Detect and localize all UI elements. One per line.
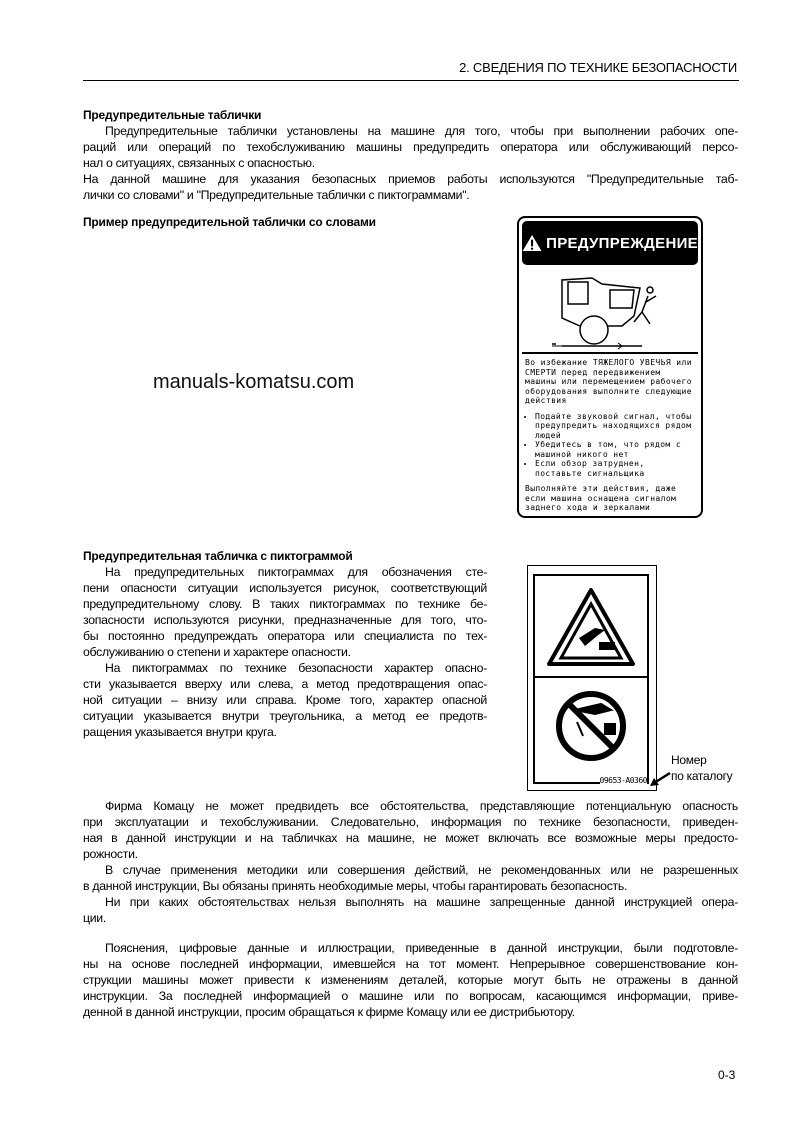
label-bullet: • Убедитесь в том, что рядом с машиной никого нет: [535, 440, 695, 459]
text-line: В случае применения методики или совершения действий, не рекомендованных или не разрешенных: [105, 863, 738, 877]
callout-arrow-icon: [648, 770, 672, 788]
label-bullet: • Подайте звуковой сигнал, чтобы предупредить находящихся рядом людей: [535, 412, 695, 441]
hazard-triangle-icon: [535, 576, 647, 676]
catalog-number: 09653-A0360: [599, 776, 647, 785]
text-line: ная в данной инструкции и на табличках на машине, не может включать все возможные меры предосто-: [83, 831, 738, 845]
text-line: На предупредительных пиктограммах для обозначения сте-: [105, 565, 487, 579]
section-heading: Предупредительная табличка с пиктограммой: [83, 549, 353, 563]
text-line: ции.: [83, 911, 106, 925]
machine-reversing-icon: [522, 268, 698, 352]
text-line: в данной инструкции, Вы обязаны принять необходимые меры, чтобы гарантировать безопасность.: [83, 879, 628, 893]
text-line: при эксплуатации и техобслуживании. Следовательно, информация по технике безопасности, приведен-: [83, 815, 738, 829]
text-line: струкции машины может привести к изменениям деталей, которые могут быть не отражены в данной: [83, 973, 738, 987]
text-line: денной в данной инструкции, просим обращаться к фирме Комацу или ее дистрибьютору.: [83, 1005, 575, 1019]
running-header: 2. СВЕДЕНИЯ ПО ТЕХНИКЕ БЕЗОПАСНОСТИ: [459, 60, 737, 75]
text-line: обслуживанию о степени и характере опасности.: [83, 645, 351, 659]
callout-text: по каталогу: [671, 769, 733, 783]
label-header: [522, 221, 698, 265]
pictogram-label-illustration: [527, 565, 657, 791]
text-line: сти указывается вверху или слева, а метод предотвращения опас-: [83, 677, 487, 691]
section-warning-labels: [83, 107, 738, 203]
section-pictogram-label: [83, 548, 487, 740]
machine-pictogram: [522, 268, 698, 354]
label-bullet: • Если обзор затруднен, поставьте сигнальщика: [535, 459, 695, 478]
section-word-label: [83, 214, 376, 230]
watermark: manuals-komatsu.com: [153, 371, 355, 393]
text-line: инструкции. За последней информацией о машине или по вопросам, касающимся информации, приве-: [83, 989, 738, 1003]
text-line: раций или операций по техобслуживанию машины предупредить оператора или обслуживающий персо-: [83, 140, 738, 154]
callout-text: Номер: [671, 753, 707, 767]
prohibition-circle-icon: [535, 680, 647, 780]
catalog-callout: [671, 752, 732, 784]
page-number: 0-3: [718, 1068, 736, 1082]
text-line: ной ситуации – внизу или справа. Кроме того, характер опасной: [83, 693, 487, 707]
pictogram-divider: [535, 676, 647, 678]
text-line: ситуации указывается внутри треугольника, а метод ее предотв-: [83, 709, 487, 723]
label-title: ПРЕДУПРЕЖДЕНИЕ: [546, 234, 698, 252]
warning-triangle-icon: [522, 230, 542, 256]
text-line: бы постоянно предупреждать оператора или специалиста по тех-: [83, 629, 487, 643]
warning-label-illustration: [517, 216, 703, 518]
label-bullets: [525, 412, 695, 479]
text-line: На данной машине для указания безопасных приемов работы используются "Предупредительные таб-: [83, 172, 738, 186]
text-line: Фирма Комацу не может предвидеть все обстоятельства, представляющие потенциальную опасность: [105, 799, 738, 813]
text-line: Пояснения, цифровые данные и иллюстрации, приведенные в данной инструкции, были подготовле-: [105, 941, 738, 955]
text-line: пени опасности ситуации используется рисунок, соответствующий: [83, 581, 487, 595]
label-intro: Во избежание ТЯЖЕЛОГО УВЕЧЬЯ или СМЕРТИ перед передвижением машины или перемещением рабочего оборудования выполните следующие действия: [525, 358, 692, 405]
section-information: [83, 940, 738, 1020]
section-heading: Предупредительные таблички: [83, 108, 262, 122]
text-line: ны на основе последней информации, имевшейся на тот момент. Непрерывное совершенствование кон-: [83, 957, 738, 971]
text-line: На пиктограммах по технике безопасности характер опасно-: [105, 661, 487, 675]
text-line: нал о ситуациях, связанных с опасностью.: [83, 156, 315, 170]
text-line: зопасности используются рисунки, предназначенные для того, что-: [83, 613, 487, 627]
header-rule: [83, 80, 739, 81]
pictogram-frame: [533, 574, 649, 784]
text-line: предупредительному слову. В таких пиктограммах по технике бе-: [83, 597, 487, 611]
text-line: Предупредительные таблички установлены на машине для того, чтобы при выполнении рабочих опе-: [105, 124, 738, 138]
section-heading: Пример предупредительной таблички со словами: [83, 215, 376, 229]
text-line: Ни при каких обстоятельствах нельзя выполнять на машине запрещенные данной инструкцией опера-: [105, 895, 738, 909]
label-outro: Выполняйте эти действия, даже если машина оснащена сигналом заднего хода и зеркалами: [525, 484, 677, 512]
text-line: ращения указывается внутри круга.: [83, 725, 277, 739]
text-line: рожности.: [83, 847, 138, 861]
section-disclaimer: [83, 798, 738, 926]
text-line: лички со словами" и "Предупредительные таблички с пиктограммами".: [83, 188, 470, 202]
label-text: [519, 354, 701, 517]
